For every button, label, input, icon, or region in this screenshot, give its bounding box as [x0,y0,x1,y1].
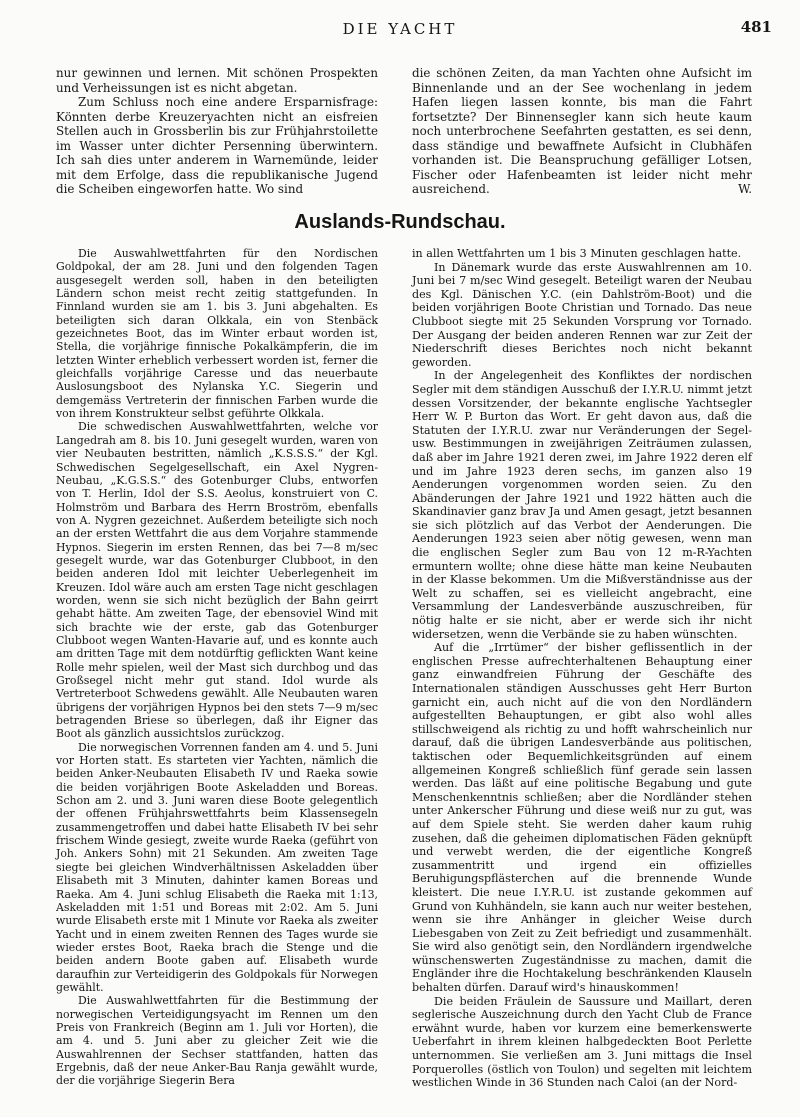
top-right-column [412,66,752,197]
page-number: 481 [740,18,772,36]
paragraph: In Dänemark wurde das erste Auswahlrennen am 10. Juni bei 7 m/sec Wind gesegelt. Beteiligt waren der Neubau des Kgl. Dänischen Y.C. (ein Dahlström-Boot) und die beiden vorjährigen Boote Christian und Tornado. Das neue Clubboot siegte mit 25 Sekunden Vorsprung vor Tornado. Der Ausgang der beiden anderen Rennen war zur Zeit der Niederschrift dieses Berichtes noch nicht bekannt geworden. [412,260,752,369]
paragraph: nur gewinnen und lernen. Mit schönen Prospekten und Verheissungen ist es nicht abgetan. [56,66,378,95]
bottom-right-column [412,247,752,1090]
paragraph: In der Angelegenheit des Konfliktes der nordischen Segler mit dem ständigen Ausschuß der I.Y.R.U. nimmt jetzt dessen Vorsitzender, der bekannte englische Yachtsegler Herr W. P. Burton das Wort. Er geht davon aus, daß die Statuten der I.Y.R.U. zwar nur Veränderungen der Segel- usw. Bestimmungen in zweijährigen Zeiträumen zulassen, daß aber im Jahre 1921 deren zwei, im Jahre 1922 deren elf und im Jahre 1923 deren sechs, im ganzen also 19 Aenderungen vorgenommen worden seien. Zu den Abänderungen der Jahre 1921 und 1922 hätten auch die Skandinavier ganz brav Ja und Amen gesagt, jetzt besannen sie sich plötzlich auf das Verbot der Aenderungen. Die Aenderungen 1923 seien aber nötig gewesen, wenn man die englischen Segler zum Bau von 12 m-R-Yachten ermuntern wollte; ohne diese hätte man keine Neubauten in der Klasse bekommen. Um die Mißverständnisse aus der Welt zu schaffen, sei es vielleicht angebracht, eine Versammlung der Landesverbände auszuschreiben, für nötig halte er sie nicht, aber er werde sich ihr nicht widersetzen, wenn die Verbände sie zu haben wünschten. [412,369,752,641]
paragraph: in allen Wettfahrten um 1 bis 3 Minuten geschlagen hatte. [412,247,742,260]
author-signature: W. [738,182,752,197]
paragraph: Die Auswahlwettfahrten für die Bestimmung der norwegischen Verteidigungsyacht im Rennen um den Preis von Frankreich (Beginn am 1. Juli vor Horten), die am 4. und 5. Juni aber zu gleicher Zeit wie die Auswahlrennen der Sechser stattfanden, hatten das Ergebnis, daß der neue Anker-Bau Ranja gewählt wurde, der die vorjährige Siegerin Bera [56,994,378,1088]
paragraph: Zum Schluss noch eine andere Ersparnisfrage: Könnten derbe Kreuzeryachten nicht an eisfreien Stellen auch in Grossberlin bis zur Frühjahrstoilette im Wasser unter dichter Persenning überwintern. Ich sah dies unter anderem in Warnemünde, leider mit dem Erfolge, dass die republikanische Jugend die Scheiben eingeworfen hatte. Wo sind [56,95,378,197]
paragraph-text: die schönen Zeiten, da man Yachten ohne Aufsicht im Binnenlande und an der See wochenlang in jedem Hafen liegen lassen konnte, bis man die Fahrt fortsetzte? Der Binnensegler kann sich heute kaum noch unterbrochene Seefahrten gestatten, es sei denn, dass ständige und bewaffnete Aufsicht in Clubhäfen vorhanden ist. Die Beanspruchung gefälliger Lotsen, Fischer oder Hafenbeamten ist leider nicht mehr ausreichend. [412,66,752,197]
paragraph: Die Auswahlwettfahrten für den Nordischen Goldpokal, der am 28. Juni und den folgenden Tagen ausgesegelt werden soll, haben in den beteiligten Ländern schon meist recht zeitig stattgefunden. In Finnland wurden sie am 1. bis 3. Juni abgehalten. Es beteiligten sich daran Olkkala, ein von Stenbäck gezeichnetes Boot, das im Winter erbaut worden ist, Stella, die vorjährige finnische Pokalkämpferin, die im letzten Winter erheblich verbessert worden ist, ferner die gleichfalls vorjährige Caresse und das neuerbaute Auslosungsboot des Nylanska Y.C. Siegerin und demgemäss Vertreterin der finnischen Farben wurde die von ihrem Konstrukteur selbst geführte Olkkala. [56,247,378,421]
section-title: Auslands-Rundschau. [294,211,506,233]
paragraph: Die norwegischen Vorrennen fanden am 4. und 5. Juni vor Horten statt. Es starteten vier Yachten, nämlich die beiden Anker-Neubauten Elisabeth IV und Raeka sowie die beiden vorjährigen Boote Askeladden und Boreas. Schon am 2. und 3. Juni waren diese Boote gelegentlich der offenen Frühjahrswettfahrts beim Klassensegeln zusammengetroffen und dabei hatte Elisabeth IV bei sehr frischem Winde gesiegt, zweite wurde Raeka (geführt von Joh. Ankers Sohn) mit 21 Sekunden. Am zweiten Tage siegte bei gleichen Windverhältnissen Askeladden über Elisabeth mit 3 Minuten, dahinter kamen Boreas und Raeka. Am 4. Juni schlug Elisabeth die Raeka mit 1:13, Askeladden mit 1:51 und Boreas mit 2:02. Am 5. Juni wurde Elisabeth erste mit 1 Minute vor Raeka als zweiter Yacht und in einem zweiten Rennen des Tages wurde sie wieder erstes Boot, Raeka brach die Stenge und die beiden andern Boote gaben auf. Elisabeth wurde daraufhin zur Verteidigerin des Goldpokals für Norwegen gewählt. [56,740,378,994]
running-title: DIE YACHT [342,20,458,38]
paragraph [412,66,752,197]
paragraph: Die beiden Fräulein de Saussure und Maillart, deren seglerische Auszeichnung durch den Yacht Club de France erwähnt wurde, haben vor kurzem eine bemerkenswerte Ueberfahrt in ihrem kleinen halbgedeckten Boot Perlette unternommen. Sie verließen am 3. Juni mittags die Insel Porquerolles (östlich von Toulon) und segelten mit leichtem westlichen Winde in 36 Stunden nach Caloi (an der Nord- [412,994,752,1090]
bottom-left-column [56,247,378,1088]
paragraph: Die schwedischen Auswahlwettfahrten, welche vor Langedrah am 8. bis 10. Juni gesegelt wurden, waren von vier Neubauten bestritten, nämlich „K.S.S.S.“ der Kgl. Schwedischen Segelgesellschaft, ein Axel Nygren-Neubau, „K.G.S.S.“ des Gotenburger Clubs, entworfen von T. Herlin, Idol der S.S. Aeolus, konstruiert von C. Holmström und Barbara des Herrn Broström, ebenfalls von A. Nygren gezeichnet. Außerdem beteiligte sich noch an der ersten Wettfahrt die aus dem Vorjahre stammende Hypnos. Siegerin im ersten Rennen, das bei 7—8 m/sec gesegelt wurde, war das Gotenburger Clubboot, in den beiden anderen Idol mit leichter Ueberlegenheit im Kreuzen. Idol wäre auch am ersten Tage nicht geschlagen worden, wenn sie sich nicht bezüglich der Bahn geirrt gehabt hätte. Am zweiten Tage, der ebensoviel Wind mit sich brachte wie der erste, gab das Gotenburger Clubboot wegen Wanten-Havarie auf, und es konnte auch am dritten Tage mit dem notdürftig geflickten Want keine Rolle mehr spielen, weil der Mast sich durchbog und das Großsegel nicht mehr gut stand. Idol wurde als Vertreterboot Schwedens gewählt. Alle Neubauten waren übrigens der vorjährigen Hypnos bei den stets 7—9 m/sec betragenden Briese so überlegen, daß ihr Eigner das Boot als gänzlich aussichtslos zurückzog. [56,420,378,741]
paragraph: Auf die „Irrtümer“ der bisher geflissentlich in der englischen Presse aufrechterhaltenen Behauptung einer ganz einwandfreien Führung der Geschäfte des Internationalen ständigen Ausschusses geht Herr Burton garnicht ein, auch nicht auf die von den Nordländern aufgestellten Behauptungen, er gibt also wohl alles stillschweigend als richtig zu und hofft wahrscheinlich nur darauf, daß die übrigen Landesverbände aus politischen, taktischen oder Bequemlichkeitsgründen auf einem allgemeinen Kongreß schließlich fünf gerade sein lassen werden. Das läßt auf eine politische Begabung und gute Menschenkenntnis schließen; aber die Nordländer stehen unter Ankerscher Führung und diese weiß nur zu gut, was auf dem Spiele steht. Sie werden daher kaum ruhig zusehen, daß die geheimen diplomatischen Fäden geknüpft und verwebt werden, die der eigentliche Kongreß zusammentritt und irgend ein offizielles Beruhigungspflästerchen auf die brennende Wunde kleistert. Die neue I.Y.R.U. ist zustande gekommen auf Grund von Kuhhändeln, sie kann auch nur weiter bestehen, wenn sie ihre Anhänger in gleicher Weise durch Liebesgaben von Zeit zu Zeit befriedigt und zusammenhält. Sie wird also genötigt sein, den Nordländern irgendwelche wünschenswerten Zugeständnisse zu machen, damit die Engländer ihre die Hochtakelung beschränkenden Klauseln behalten dürfen. Darauf wird's hinauskommen! [412,641,752,995]
top-left-column [56,66,378,197]
